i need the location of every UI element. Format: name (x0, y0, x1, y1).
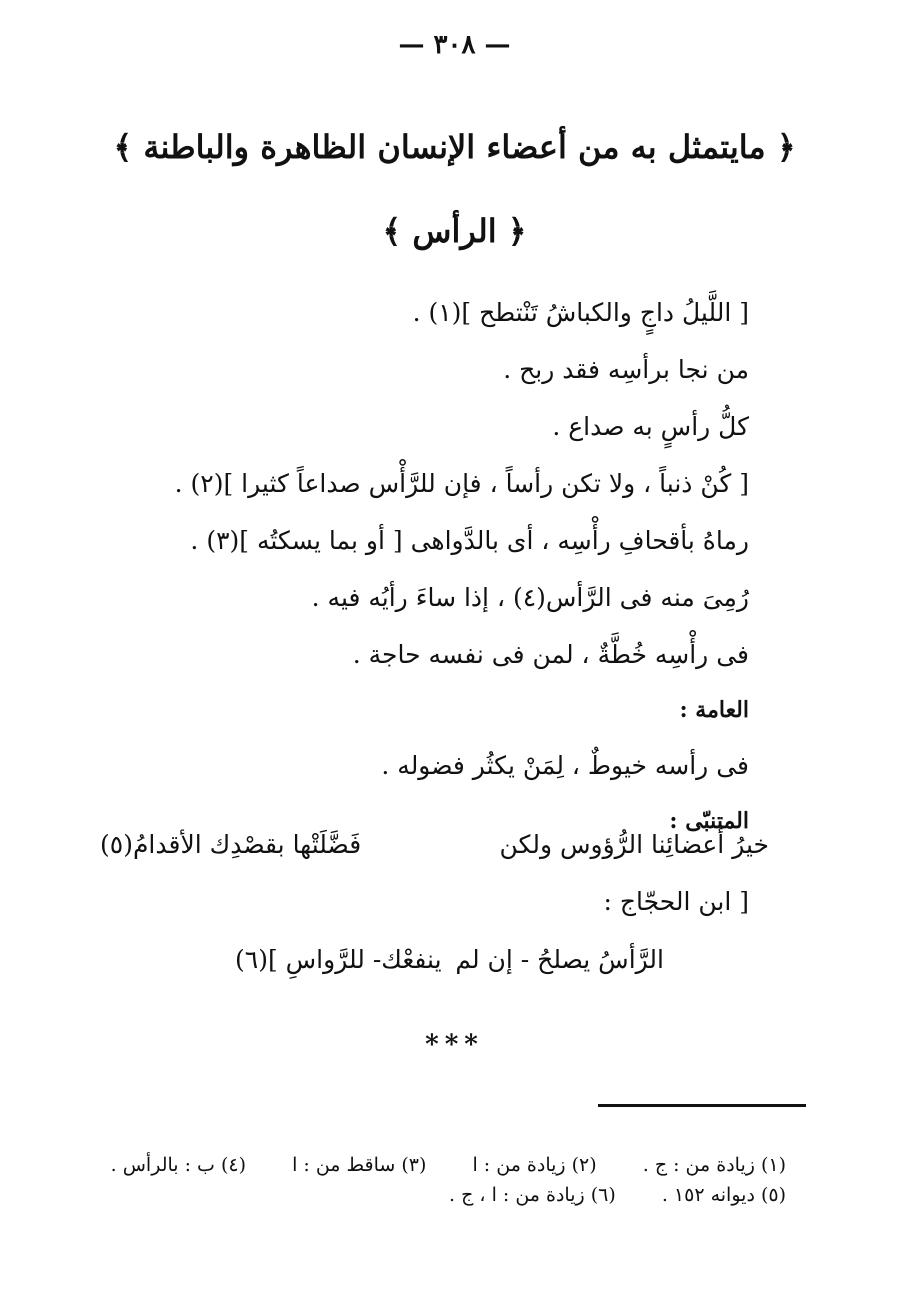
footnote: (٣) ساقط من : ا (292, 1154, 427, 1176)
verse-1-first-hemistich: خيرُ أعضائِنا الرُّؤوس ولكن (499, 830, 769, 859)
proverb-line: كلُّ رأسٍ به صداع . (552, 412, 749, 441)
proverb-line: رماهُ بأقحافِ رأْسِه ، أى بالدَّواهى [ أو بما يسكتُه ](٣) . (190, 526, 749, 555)
footnote: (١) زيادة من : ج . (642, 1154, 786, 1176)
subheading-poet: المتنبّى : (669, 808, 749, 834)
verse-2-second-hemistich: ينفعْك- للرَّواسِ ](٦) (235, 945, 442, 974)
footnote: (٢) زيادة من : ا (472, 1154, 597, 1176)
proverb-line: [ اللَّيلُ داجٍ والكباشُ تَنْتطح ](١) . (412, 298, 749, 327)
section-title: ﴿ الرأس ﴾ (382, 212, 527, 250)
footnote-divider (598, 1104, 806, 1107)
chapter-title: ﴿ مايتمثل به من أعضاء الإنسان الظاهرة والباطنة ﴾ (113, 128, 796, 166)
section-separator: *** (425, 1030, 484, 1060)
footnote: (٦) زيادة من : ا ، ج . (449, 1184, 616, 1206)
proverb-line: من نجا برأسِه فقد ربح . (503, 355, 749, 384)
footnote: (٤) ب : بالرأس . (110, 1154, 247, 1176)
poet-name: [ ابن الحجّاج : (603, 887, 749, 916)
verse-1-second-hemistich: فَضَّلَتْها بقصْدِك الأقدامُ(٥) (100, 830, 362, 859)
verse-2-first-hemistich: الرَّأسُ يصلحُ - إن لم (455, 945, 664, 974)
footnote-row (111, 1180, 786, 1210)
proverb-line: رُمِىَ منه فى الرَّأس(٤) ، إذا ساءَ رأيُه فيه . (311, 583, 749, 612)
proverb-line: فى رأْسِه خُطَّةٌ ، لمن فى نفسه حاجة . (352, 640, 749, 669)
footnotes (111, 1150, 786, 1210)
subheading-common: العامة : (679, 697, 749, 723)
footnote-row (111, 1150, 786, 1180)
proverb-list (129, 284, 749, 848)
footnote: (٥) ديوانه ١٥٢ . (661, 1184, 786, 1206)
page-number: — ٣٠٨ — (398, 30, 511, 60)
proverb-line: فى رأسه خيوطٌ ، لِمَنْ يكثُر فضوله . (381, 751, 749, 780)
proverb-line: [ كُنْ ذنباً ، ولا تكن رأساً ، فإن للرَّأْس صداعاً كثيرا ](٢) . (174, 469, 749, 498)
